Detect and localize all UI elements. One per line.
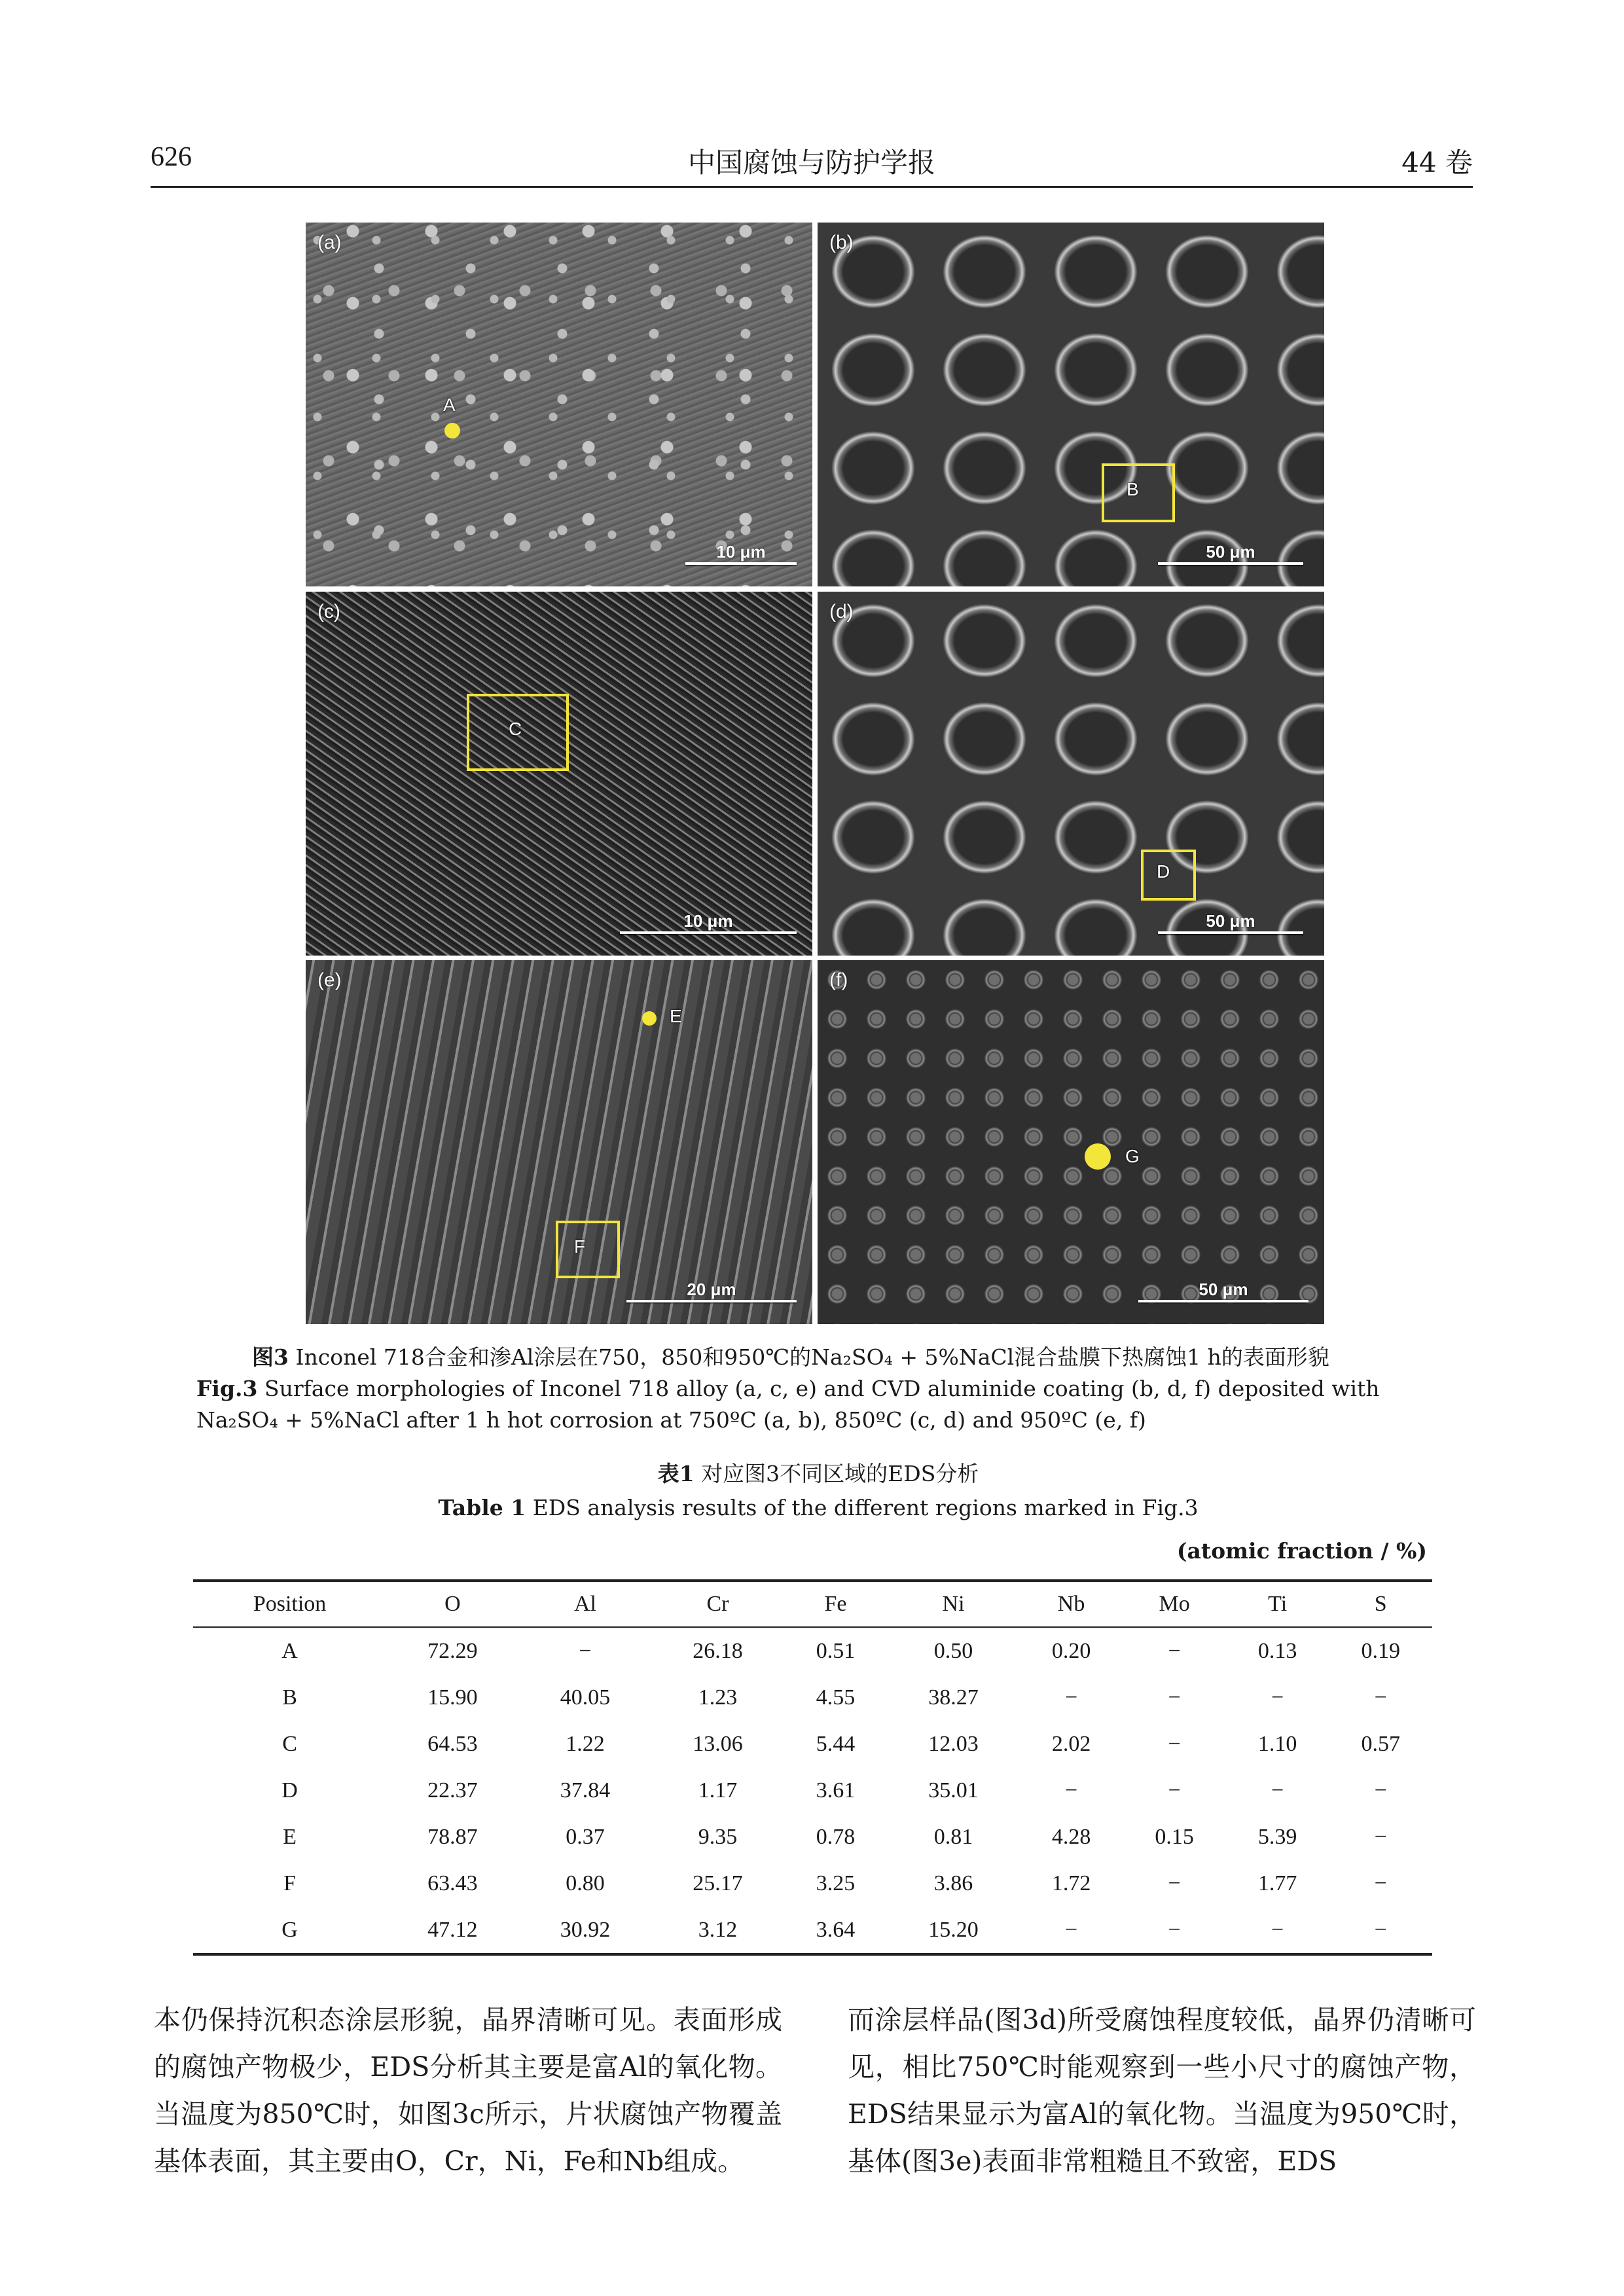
sem-panel-e [306, 960, 812, 1324]
table-cell: G [193, 1907, 386, 1954]
table-cell: 63.43 [427, 1871, 478, 1895]
table-cell: − [1168, 1871, 1181, 1895]
table-cell: 9.35 [698, 1824, 738, 1849]
panel-label: (d) [829, 601, 854, 622]
table-cell: 4.28 [1051, 1824, 1091, 1849]
scale-bar-line [1138, 1300, 1308, 1302]
scale-bar [1138, 1280, 1308, 1302]
panel-label: (a) [317, 232, 342, 253]
table-cell: − [1064, 1778, 1078, 1803]
panel-label: (e) [317, 969, 342, 991]
scale-bar-label: 10 μm [716, 542, 766, 562]
journal-title: 中国腐蚀与防护学报 [687, 147, 935, 179]
marker-label-e: E [670, 1006, 682, 1026]
table-cell: 1.17 [698, 1778, 738, 1803]
table-title-text: EDS analysis results of the different regions marked in Fig.3 [532, 1495, 1199, 1520]
marker-region-d [1141, 850, 1196, 901]
table-cell: C [282, 1731, 297, 1756]
scale-bar [1158, 911, 1303, 934]
sem-panel-f [818, 960, 1324, 1324]
table-cell: 47.12 [386, 1907, 519, 1954]
table-cell: 72.29 [427, 1638, 478, 1663]
table-cell: 35.01 [928, 1778, 979, 1803]
table-cell: 3.25 [816, 1871, 856, 1895]
panel-label: (f) [829, 969, 848, 991]
table-row [193, 1814, 1432, 1860]
table-cell: − [1226, 1907, 1329, 1954]
table-cell: 0.51 [816, 1638, 856, 1663]
table-cell: 4.55 [816, 1685, 856, 1710]
table-cell: − [1374, 1824, 1387, 1849]
figure-caption-en [196, 1373, 1440, 1436]
marker-point-a [444, 423, 460, 439]
table-cell: 0.81 [933, 1824, 973, 1849]
scale-bar [1158, 542, 1303, 565]
table-cell: 0.80 [566, 1871, 605, 1895]
table-unit: (atomic fraction / %) [1176, 1538, 1427, 1564]
table-cell: 0.19 [1361, 1638, 1400, 1663]
table-cell: 3.61 [816, 1778, 856, 1803]
table-row [193, 1767, 1432, 1814]
marker-region-f [556, 1221, 620, 1278]
table-cell: E [283, 1824, 297, 1849]
table-cell: 1.72 [1051, 1871, 1091, 1895]
scale-bar-label: 50 μm [1206, 911, 1255, 931]
column-header: S [1329, 1581, 1432, 1627]
caption-label: Fig.3 [196, 1376, 258, 1401]
scale-bar [620, 911, 797, 934]
figure-caption-cn [252, 1342, 1430, 1373]
running-header [151, 137, 1473, 188]
sem-panel-d [818, 592, 1324, 956]
scale-bar [626, 1280, 797, 1302]
marker-point-g [1085, 1143, 1111, 1170]
table-cell: B [282, 1685, 297, 1710]
table-cell: − [1271, 1685, 1284, 1710]
table-cell: − [1374, 1778, 1387, 1803]
column-header: Al [519, 1581, 652, 1627]
table-cell: 12.03 [928, 1731, 979, 1756]
table-title-text: 对应图3不同区域的EDS分析 [701, 1461, 979, 1486]
table-cell: 0.20 [1051, 1638, 1091, 1663]
table-cell: F [283, 1871, 297, 1895]
table-cell: 15.90 [427, 1685, 478, 1710]
sem-panel-c [306, 592, 812, 956]
column-header: O [386, 1581, 519, 1627]
scale-bar-label: 50 μm [1206, 542, 1255, 562]
table-cell: − [1168, 1638, 1181, 1663]
page-number: 626 [151, 142, 192, 172]
caption-label: 图3 [252, 1344, 289, 1370]
sem-figure [306, 223, 1320, 1324]
column-header: Nb [1020, 1581, 1123, 1627]
marker-label-c: C [509, 719, 522, 739]
table-cell: − [1374, 1871, 1387, 1895]
table-cell: − [1020, 1907, 1123, 1954]
table-cell: 37.84 [560, 1778, 611, 1803]
table-cell: 15.20 [887, 1907, 1020, 1954]
scale-bar-line [685, 562, 797, 565]
table-cell: 1.77 [1257, 1871, 1297, 1895]
table-cell: − [1064, 1685, 1078, 1710]
table-cell: 22.37 [427, 1778, 478, 1803]
table-cell: − [1168, 1731, 1181, 1756]
table-cell: − [579, 1638, 592, 1663]
scale-bar-label: 50 μm [1199, 1280, 1248, 1299]
column-header: Fe [784, 1581, 888, 1627]
marker-label-b: B [1127, 479, 1139, 499]
table-cell: 40.05 [560, 1685, 611, 1710]
table-cell: 5.39 [1257, 1824, 1297, 1849]
scale-bar-label: 10 μm [683, 911, 733, 931]
table-cell: 3.86 [933, 1871, 973, 1895]
marker-label-d: D [1157, 861, 1170, 882]
table-cell: 3.12 [651, 1907, 784, 1954]
table-cell: 0.15 [1155, 1824, 1194, 1849]
panel-label: (b) [829, 232, 854, 253]
column-header: Ni [887, 1581, 1020, 1627]
table-cell: 26.18 [693, 1638, 743, 1663]
table-cell: − [1271, 1778, 1284, 1803]
table-cell: A [281, 1638, 298, 1663]
table-cell: − [1329, 1907, 1432, 1954]
table-cell: 0.57 [1361, 1731, 1400, 1756]
table-header-row [193, 1581, 1432, 1627]
marker-label-g: G [1125, 1146, 1140, 1166]
sem-panel-a [306, 223, 812, 586]
column-header: Mo [1123, 1581, 1226, 1627]
table-cell: 2.02 [1051, 1731, 1091, 1756]
marker-region-c [467, 694, 569, 771]
panel-label: (c) [317, 601, 340, 622]
table-row [193, 1721, 1432, 1767]
scale-bar [685, 542, 797, 565]
scale-bar-line [1158, 931, 1303, 934]
table-row [193, 1860, 1432, 1907]
table-cell: 3.64 [784, 1907, 888, 1954]
table-cell: − [1168, 1778, 1181, 1803]
body-text-right-column: 而涂层样品(图3d)所受腐蚀程度较低，晶界仍清晰可见，相比750℃时能观察到一些小尺寸的腐蚀产物，EDS结果显示为富Al的氧化物。当温度为950℃时，基体(图3e)表面非常粗糙且不致密，EDS [848, 2004, 1476, 2177]
table-label: 表1 [657, 1461, 695, 1486]
table-cell: 1.23 [698, 1685, 738, 1710]
table-cell: − [1374, 1685, 1387, 1710]
table-title-cn [196, 1458, 1440, 1490]
caption-text: Surface morphologies of Inconel 718 alloy (a, c, e) and CVD aluminide coating (b, d, f) deposited with Na₂SO₄ + 5%NaCl after 1 h hot corrosion at 750ºC (a, b), 850ºC (c, d) and 950ºC (e, f) [196, 1376, 1380, 1433]
column-header: Cr [651, 1581, 784, 1627]
body-text-left-column: 本仍保持沉积态涂层形貌，晶界清晰可见。表面形成的腐蚀产物极少，EDS分析其主要是富Al的氧化物。当温度为850℃时，如图3c所示，片状腐蚀产物覆盖基体表面，其主要由O，Cr，Ni，Fe和Nb组成。 [154, 2004, 782, 2177]
marker-region-b [1102, 463, 1175, 522]
table-cell: 30.92 [519, 1907, 652, 1954]
table-cell: 1.10 [1257, 1731, 1297, 1756]
scale-bar-line [1158, 562, 1303, 565]
caption-text: Inconel 718合金和渗Al涂层在750，850和950℃的Na₂SO₄ + 5%NaCl混合盐膜下热腐蚀1 h的表面形貌 [295, 1344, 1329, 1370]
scale-bar-line [626, 1300, 797, 1302]
scale-bar-label: 20 μm [687, 1280, 736, 1299]
table-row [193, 1907, 1432, 1954]
eds-table [193, 1579, 1432, 1956]
table-cell: 1.22 [566, 1731, 605, 1756]
column-header: Position [193, 1581, 386, 1627]
scale-bar-line [620, 931, 797, 934]
table-label: Table 1 [438, 1495, 526, 1520]
marker-point-e [642, 1011, 657, 1026]
table-cell: 5.44 [816, 1731, 856, 1756]
table-cell: D [281, 1778, 298, 1803]
sem-panel-b [818, 223, 1324, 586]
marker-label-f: F [574, 1236, 586, 1257]
table-cell: 0.50 [933, 1638, 973, 1663]
table-row [193, 1674, 1432, 1721]
table-cell: − [1168, 1685, 1181, 1710]
table-cell: 13.06 [693, 1731, 743, 1756]
table-cell: 0.37 [566, 1824, 605, 1849]
marker-label-a: A [443, 395, 456, 415]
table-cell: 78.87 [427, 1824, 478, 1849]
column-header: Ti [1226, 1581, 1329, 1627]
table-title-en [196, 1492, 1440, 1524]
table-row [193, 1627, 1432, 1674]
table-cell: 0.78 [816, 1824, 856, 1849]
table-cell: 0.13 [1257, 1638, 1297, 1663]
table-cell: − [1123, 1907, 1226, 1954]
table-cell: 64.53 [427, 1731, 478, 1756]
table-cell: 25.17 [693, 1871, 743, 1895]
volume-label: 44 卷 [1401, 147, 1473, 179]
table-cell: 38.27 [928, 1685, 979, 1710]
